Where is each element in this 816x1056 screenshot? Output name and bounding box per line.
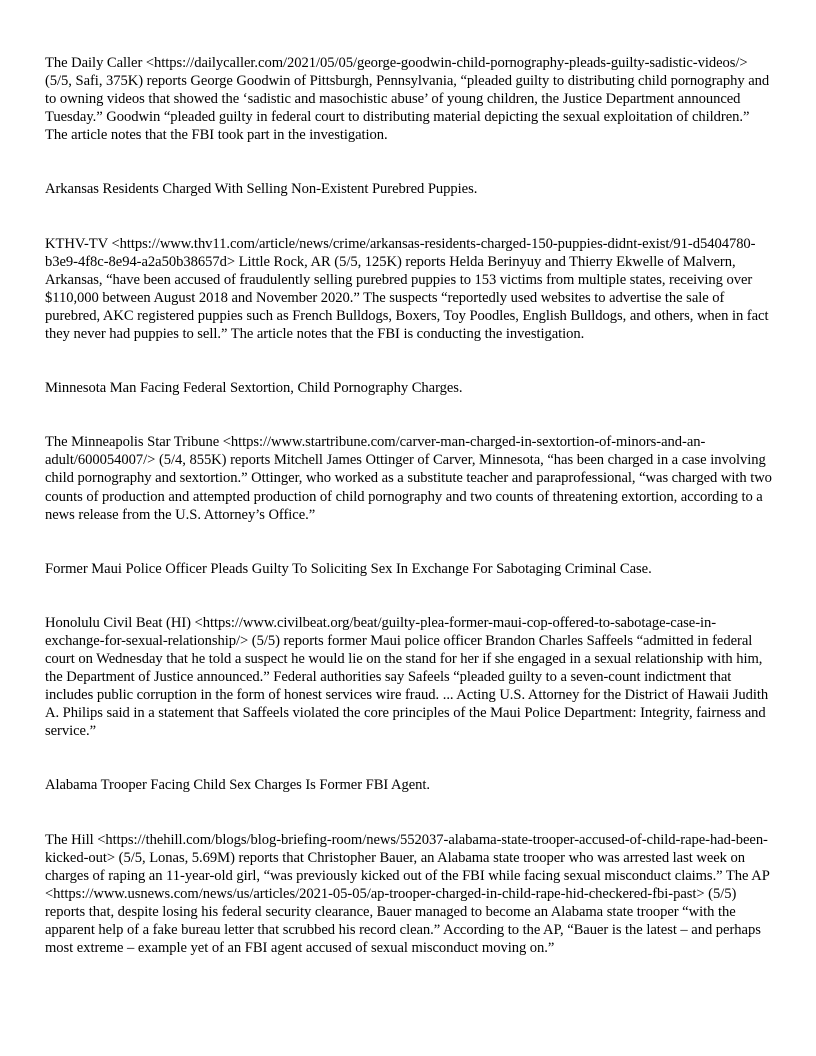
headline-alabama-trooper: Alabama Trooper Facing Child Sex Charges Is Former FBI Agent. [45, 777, 431, 794]
headline-minnesota-sextortion: Minnesota Man Facing Federal Sextortion, Child Pornography Charges. [45, 380, 463, 397]
article-body-civil-beat: Honolulu Civil Beat (HI) <https://www.civilbeat.org/beat/guilty-plea-former-maui-cop-offered-to-sabotage-case-in-exchange-for-sexual-relationship/> (5/5) reports former Maui police officer Brandon Charles Saffeels “admitted in federal court on Wednesday that he told a suspect he would lie on the stand for her if she engaged in a sexual relationship with him, the Department of Justice announced.” Federal authorities say Safeels “pleaded guilty to a seven-count indictment that includes public corruption in the form of honest services wire fraud. ... Acting U.S. Attorney for the District of Hawaii Judith A. Philips said in a statement that Saffeels violated the core principles of the Maui Police Department: Integrity, fairness and service.” [45, 614, 769, 740]
article-body-daily-caller: The Daily Caller <https://dailycaller.com/2021/05/05/george-goodwin-child-pornography-pleads-guilty-sadistic-videos/> (5/5, Safi, 375K) reports George Goodwin of Pittsburgh, Pennsylvania, “pleaded guilty to distributing child pornography and to owning videos that showed the ‘sadistic and masochistic abuse’ of young children, the Justice Department announced Tuesday.” Goodwin “pleaded guilty in federal court to distributing material depicting the sexual exploitation of children.” The article notes that the FBI took part in the investigation. [45, 55, 770, 144]
headline-maui-officer: Former Maui Police Officer Pleads Guilty To Soliciting Sex In Exchange For Sabotaging Criminal Case. [45, 560, 652, 577]
article-body-kthv: KTHV-TV <https://www.thv11.com/article/news/crime/arkansas-residents-charged-150-puppies-didnt-exist/91-d5404780-b3e9-4f8c-8e94-a2a50b38657d> Little Rock, AR (5/5, 125K) reports Helda Berinyuy and Thierry Ekwelle of Malvern, Arkansas, “have been accused of fraudulently selling purebred puppies to 153 victims from multiple states, receiving over $110,000 between August 2018 and November 2020.” The suspects “reportedly used websites to advertise the sale of purebred, AKC registered puppies such as French Bulldogs, Boxers, Toy Poodles, English Bulldogs, and others, when in fact they never had puppies to sell.” The article notes that the FBI is conducting the investigation. [45, 235, 769, 343]
headline-arkansas-puppies: Arkansas Residents Charged With Selling Non-Existent Purebred Puppies. [45, 181, 478, 198]
article-body-star-tribune: The Minneapolis Star Tribune <https://www.startribune.com/carver-man-charged-in-sextortion-of-minors-and-an-adult/600054007/> (5/4, 855K) reports Mitchell James Ottinger of Carver, Minnesota, “has been charged in a case involving child pornography and sextortion.” Ottinger, who worked as a substitute teacher and paraprofessional, “was charged with two counts of production and attempted production of child pornography and two counts of threatening extortion, according to a news release from the U.S. Attorney’s Office.” [45, 434, 772, 523]
document-page [45, 54, 775, 957]
article-body-the-hill: The Hill <https://thehill.com/blogs/blog-briefing-room/news/552037-alabama-state-trooper-accused-of-child-rape-had-been-kicked-out> (5/5, Lonas, 5.69M) reports that Christopher Bauer, an Alabama state trooper who was arrested last week on charges of raping an 11-year-old girl, “was previously kicked out of the FBI while facing sexual misconduct claims.” The AP <https://www.usnews.com/news/us/articles/2021-05-05/ap-trooper-charged-in-child-rape-hid-checkered-fbi-past> (5/5) reports that, despite losing his federal security clearance, Bauer managed to become an Alabama state trooper “with the apparent help of a fake bureau letter that scrubbed his record clean.” According to the AP, “Bauer is the latest – and perhaps most extreme – example yet of an FBI agent accused of sexual misconduct moving on.” [45, 831, 770, 957]
